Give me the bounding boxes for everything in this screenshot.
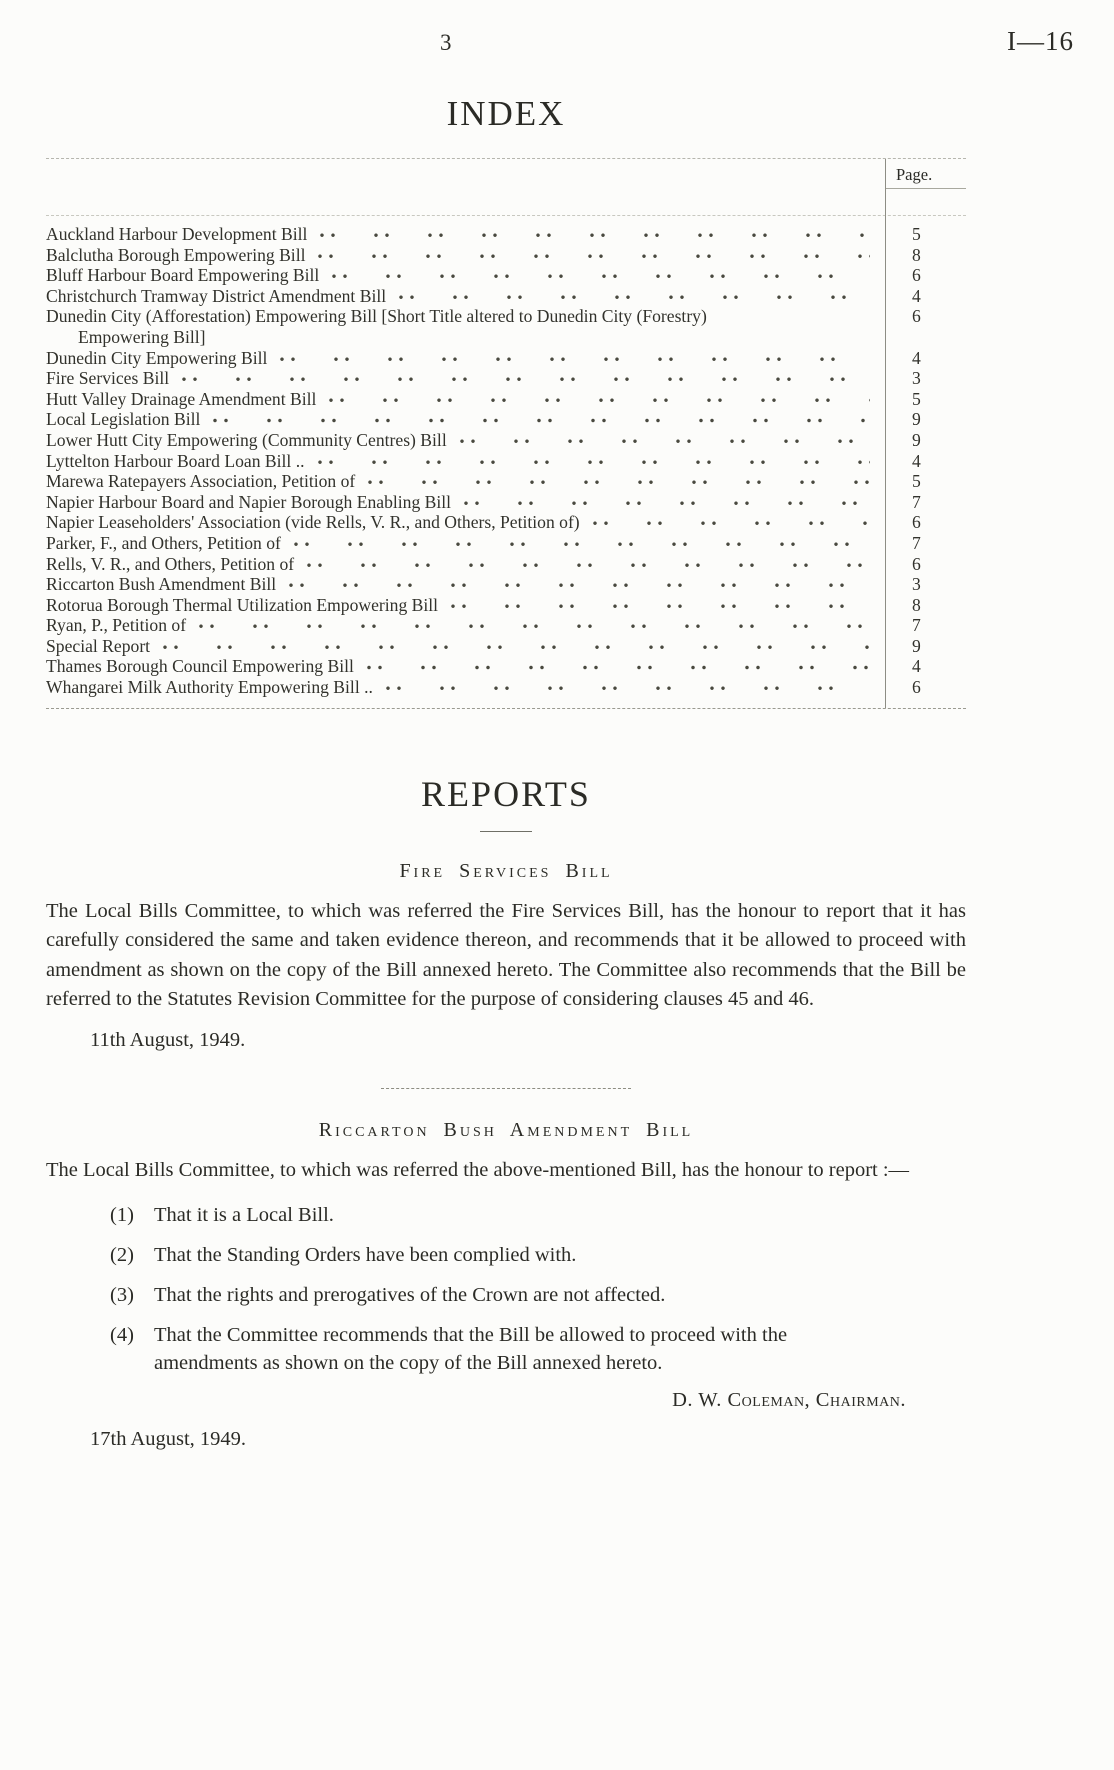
dot-leader bbox=[450, 595, 870, 611]
index-entry-page: 8 bbox=[912, 244, 921, 265]
report-item bbox=[110, 1201, 966, 1229]
index-entry bbox=[46, 615, 966, 636]
page-content bbox=[46, 94, 966, 1451]
index-entry-page: 5 bbox=[912, 471, 921, 492]
index-entry-title: Parker, F., and Others, Petition of bbox=[46, 532, 281, 553]
report-item bbox=[110, 1321, 966, 1377]
report-item bbox=[110, 1241, 966, 1269]
index-title: INDEX bbox=[446, 94, 566, 133]
page-column-rule bbox=[885, 159, 886, 708]
dot-leader bbox=[385, 677, 870, 693]
index-entry-page: 4 bbox=[912, 285, 921, 306]
index-entry bbox=[46, 409, 966, 430]
index-entry-page: 6 bbox=[912, 677, 921, 698]
index-entry-title: Lyttelton Harbour Board Loan Bill .. bbox=[46, 450, 305, 471]
dot-leader bbox=[288, 574, 870, 590]
dot-leader bbox=[218, 327, 870, 343]
report-section-riccarton-bush bbox=[46, 1119, 966, 1452]
index-entry-page: 6 bbox=[912, 553, 921, 574]
index-entry-title: Auckland Harbour Development Bill bbox=[46, 224, 308, 244]
page-header bbox=[0, 0, 1114, 64]
section-divider-dashed bbox=[381, 1088, 631, 1089]
index-entry-title: Napier Leaseholders' Association (vide Rells, V. R., and Others, Petition of) bbox=[46, 512, 580, 533]
index-entry-page: 7 bbox=[912, 491, 921, 512]
paper-reference: I—16 bbox=[1007, 26, 1074, 56]
index-entry bbox=[46, 286, 966, 307]
index-entry-page: 9 bbox=[912, 635, 921, 656]
dot-leader bbox=[328, 389, 870, 405]
index-entry-title: Thames Borough Council Empowering Bill bbox=[46, 656, 354, 677]
index-entry-title: Dunedin City (Afforestation) Empowering Bill [Short Title altered to Dunedin City (Forestry) bbox=[46, 306, 707, 327]
index-entry-continuation bbox=[46, 327, 966, 348]
chairman-signature: D. W. Coleman, Chairman. bbox=[672, 1389, 906, 1412]
index-entry-page: 7 bbox=[912, 532, 921, 553]
index-entry-title: Marewa Ratepayers Association, Petition of bbox=[46, 471, 356, 492]
index-entry-title: Whangarei Milk Authority Empowering Bill .. bbox=[46, 677, 373, 698]
index-entry-page: 4 bbox=[912, 656, 921, 677]
dot-leader bbox=[279, 348, 870, 364]
index-entry bbox=[46, 389, 966, 410]
index-entry-page: 9 bbox=[912, 429, 921, 450]
index-entry bbox=[46, 265, 966, 286]
report-item-number: (3) bbox=[110, 1284, 134, 1307]
dot-leader bbox=[319, 224, 870, 240]
index-entry bbox=[46, 368, 966, 389]
index-entry bbox=[46, 245, 966, 266]
index-entry-title: Balclutha Borough Empowering Bill bbox=[46, 244, 306, 265]
index-entry bbox=[46, 306, 966, 327]
index-entry bbox=[46, 574, 966, 595]
report-item bbox=[110, 1281, 966, 1309]
index-entry-title: Hutt Valley Drainage Amendment Bill bbox=[46, 388, 317, 409]
index-entry bbox=[46, 677, 966, 698]
index-entry-page: 3 bbox=[912, 368, 921, 389]
report-heading: Riccarton Bush Amendment Bill bbox=[318, 1118, 694, 1141]
reports-title: REPORTS bbox=[421, 773, 591, 814]
dot-leader bbox=[331, 265, 870, 281]
report-intro: The Local Bills Committee, to which was referred the above-mentioned Bill, has the honour to report :— bbox=[46, 1158, 910, 1181]
index-table-header bbox=[46, 159, 966, 216]
index-entry bbox=[46, 451, 966, 472]
report-item-text: That it is a Local Bill. bbox=[154, 1204, 334, 1227]
index-entry-page: 5 bbox=[912, 224, 921, 244]
index-entry-title: Empowering Bill] bbox=[78, 326, 206, 347]
dot-leader bbox=[198, 615, 870, 631]
report-date: 11th August, 1949. bbox=[90, 1028, 246, 1051]
page-number: 3 bbox=[440, 30, 452, 55]
index-entry bbox=[46, 533, 966, 554]
index-entry bbox=[46, 348, 966, 369]
page-column-header: Page. bbox=[886, 159, 966, 189]
index-entry-page: 4 bbox=[912, 347, 921, 368]
dot-leader bbox=[366, 657, 870, 673]
report-item-text: That the rights and prerogatives of the Crown are not affected. bbox=[154, 1284, 666, 1307]
index-entry-title: Christchurch Tramway District Amendment Bill bbox=[46, 285, 387, 306]
dot-leader bbox=[306, 554, 870, 570]
index-entry bbox=[46, 554, 966, 575]
section-divider bbox=[480, 831, 532, 832]
index-entry-page: 6 bbox=[912, 265, 921, 286]
index-entry-page: 9 bbox=[912, 409, 921, 430]
dot-leader bbox=[293, 533, 870, 549]
index-entry-page: 6 bbox=[912, 512, 921, 533]
index-entry bbox=[46, 512, 966, 533]
index-entry bbox=[46, 656, 966, 677]
index-entry-title: Bluff Harbour Board Empowering Bill bbox=[46, 265, 320, 286]
dot-leader bbox=[317, 451, 871, 467]
dot-leader bbox=[367, 471, 870, 487]
report-section-fire-services bbox=[46, 860, 966, 1052]
index-entry-title: Fire Services Bill bbox=[46, 368, 170, 389]
index-entry-page: 3 bbox=[912, 574, 921, 595]
index-entry-title: Riccarton Bush Amendment Bill bbox=[46, 574, 277, 595]
report-heading: Fire Services Bill bbox=[399, 859, 613, 882]
index-entry bbox=[46, 492, 966, 513]
report-item-number: (4) bbox=[110, 1324, 134, 1347]
index-entries bbox=[46, 216, 966, 698]
index-entry-page: 8 bbox=[912, 594, 921, 615]
index-entry-title: Local Legislation Bill bbox=[46, 409, 201, 430]
index-entry-page: 7 bbox=[912, 615, 921, 636]
dot-leader bbox=[212, 410, 870, 426]
report-paragraph: The Local Bills Committee, to which was referred the Fire Services Bill, has the honour to report that it has carefully considered the same and taken evidence thereon, and recommends that it be allowed to proceed with amendment as shown on the copy of the Bill annexed hereto. The Committee also recommends that the Bill be referred to the Statutes Revision Committee for the purpose of considering clauses 45 and 46. bbox=[46, 899, 966, 1011]
index-entry-page: 6 bbox=[912, 306, 921, 327]
report-item-text: That the Standing Orders have been complied with. bbox=[154, 1244, 577, 1267]
report-item-text: That the Committee recommends that the Bill be allowed to proceed with the amendments as shown on the copy of the Bill annexed hereto. bbox=[154, 1324, 788, 1375]
index-entry bbox=[46, 224, 966, 245]
index-entry bbox=[46, 636, 966, 657]
index-entry-title: Napier Harbour Board and Napier Borough Enabling Bill bbox=[46, 491, 452, 512]
dot-leader bbox=[181, 368, 870, 384]
dot-leader bbox=[162, 636, 870, 652]
report-item-list bbox=[46, 1201, 966, 1377]
index-entry-title: Special Report bbox=[46, 635, 151, 656]
report-date: 17th August, 1949. bbox=[90, 1428, 247, 1451]
index-entry bbox=[46, 430, 966, 451]
dot-leader bbox=[317, 245, 870, 261]
index-entry-title: Lower Hutt City Empowering (Community Centres) Bill bbox=[46, 429, 447, 450]
dot-leader bbox=[463, 492, 870, 508]
index-entry-page: 5 bbox=[912, 388, 921, 409]
index-entry-title: Ryan, P., Petition of bbox=[46, 615, 187, 636]
index-entry bbox=[46, 595, 966, 616]
index-table bbox=[46, 158, 966, 709]
index-entry-title: Rotorua Borough Thermal Utilization Empowering Bill bbox=[46, 594, 439, 615]
dot-leader bbox=[398, 286, 870, 302]
index-entry-title: Rells, V. R., and Others, Petition of bbox=[46, 553, 295, 574]
index-entry-title: Dunedin City Empowering Bill bbox=[46, 347, 268, 368]
index-entry bbox=[46, 471, 966, 492]
dot-leader bbox=[592, 512, 870, 528]
index-entry-page: 4 bbox=[912, 450, 921, 471]
dot-leader bbox=[459, 430, 870, 446]
report-item-number: (1) bbox=[110, 1204, 134, 1227]
dot-leader bbox=[719, 307, 870, 323]
report-item-number: (2) bbox=[110, 1244, 134, 1267]
